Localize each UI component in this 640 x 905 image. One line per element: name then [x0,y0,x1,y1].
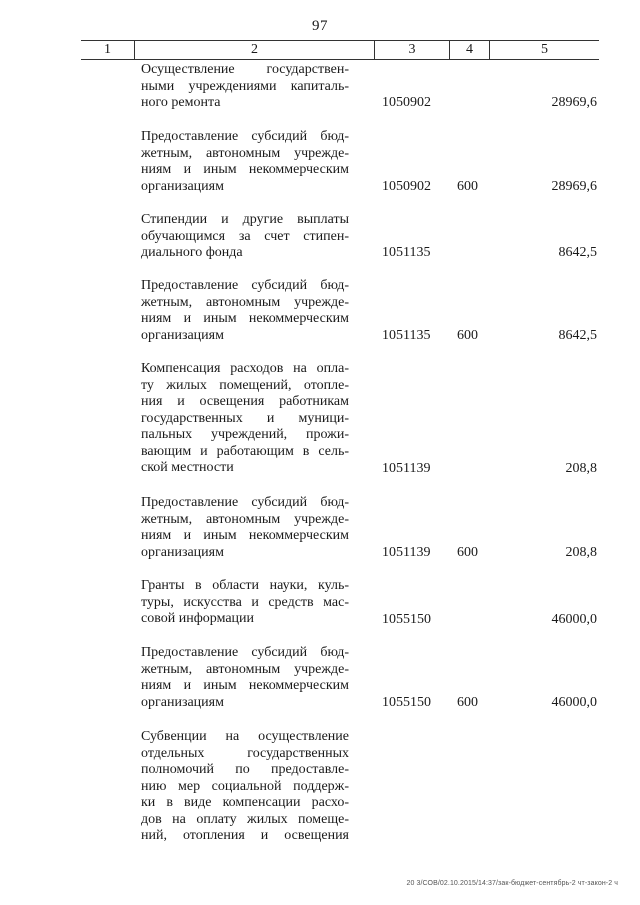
description-line: ными учреждениями капиталь- [141,78,349,94]
row-description [141,578,349,628]
description-line: обучающимся за счет стипен- [141,228,349,244]
description-line: Гранты в области науки, куль- [141,578,349,593]
description-line: Компенсация расходов на опла- [141,361,349,376]
row-code: 1051135 [382,328,431,343]
row-description [141,278,349,344]
description-line: туры, искусства и средств мас- [141,594,349,610]
description-line: Предоставление субсидий бюд- [141,495,349,510]
description-line: Предоставление субсидий бюд- [141,645,349,660]
description-line: Субвенции на осуществление [141,729,349,744]
row-code: 1055150 [382,612,431,627]
description-line: организациям [141,327,224,343]
header-col-4: 4 [449,41,489,59]
row-code: 1050902 [382,95,431,110]
description-line: организациям [141,544,224,560]
description-line: полномочий по предоставле- [141,762,349,777]
row-description [141,645,349,711]
description-line: ний, отопления и освещения [141,828,349,843]
row-description [141,129,349,195]
header-col-3: 3 [374,41,449,59]
row-code: 1051135 [382,245,431,260]
row-type: 600 [457,545,478,560]
row-amount: 8642,5 [558,328,597,343]
description-line: ниям и иным некоммерческим [141,528,349,543]
description-line: дов на оплату жилых помеще- [141,811,349,827]
description-line: совой информации [141,611,255,626]
row-code: 1051139 [382,545,431,560]
description-line: организациям [141,694,224,710]
description-line: ного ремонта [141,95,221,110]
page-number: 97 [312,18,328,34]
row-amount: 208,8 [565,545,597,560]
row-type: 600 [457,328,478,343]
row-amount: 28969,6 [551,179,597,194]
table-header [81,40,599,60]
description-line: Предоставление субсидий бюд- [141,278,349,293]
row-description [141,495,349,561]
description-line: Осуществление государствен- [141,62,349,77]
row-amount: 8642,5 [558,245,597,260]
description-line: организациям [141,178,224,194]
header-col-1: 1 [104,42,111,57]
description-line: пальных учреждений, прожи- [141,427,349,442]
row-description [141,62,349,112]
row-amount: 208,8 [565,461,597,476]
row-amount: 46000,0 [551,612,597,627]
header-col-2: 2 [134,41,374,59]
row-type: 600 [457,695,478,710]
description-line: жетным, автономным учрежде- [141,511,349,527]
description-line: ниям и иным некоммерческим [141,311,349,326]
description-line: ния и освещения работникам [141,394,349,409]
row-code: 1050902 [382,179,431,194]
footer-file-note: 20 3/СОВ/02.10.2015/14:37/зак-бюджет-сентябрь-2 чт-закон-2 ч [406,880,618,887]
description-line: ниям и иным некоммерческим [141,678,349,693]
row-code: 1055150 [382,695,431,710]
description-line: Стипендии и другие выплаты [141,212,349,227]
description-line: ту жилых помещений, отопле- [141,377,349,393]
description-line: вающим и работающим в сель- [141,443,349,459]
description-line: диального фонда [141,245,243,260]
description-line: ниям и иным некоммерческим [141,162,349,177]
description-line: нию мер социальной поддерж- [141,778,349,794]
row-amount: 46000,0 [551,695,597,710]
description-line: жетным, автономным учрежде- [141,294,349,310]
row-description [141,212,349,262]
row-description [141,361,349,477]
description-line: ской местности [141,460,234,475]
row-code: 1051139 [382,461,431,476]
description-line: отдельных государственных [141,745,349,761]
row-description [141,729,349,845]
description-line: жетным, автономным учрежде- [141,145,349,161]
row-amount: 28969,6 [551,95,597,110]
row-type: 600 [457,179,478,194]
description-line: государственных и муници- [141,410,349,426]
description-line: ки в виде компенсации расхо- [141,795,349,810]
header-col-5: 5 [489,41,599,59]
description-line: Предоставление субсидий бюд- [141,129,349,144]
description-line: жетным, автономным учрежде- [141,661,349,677]
